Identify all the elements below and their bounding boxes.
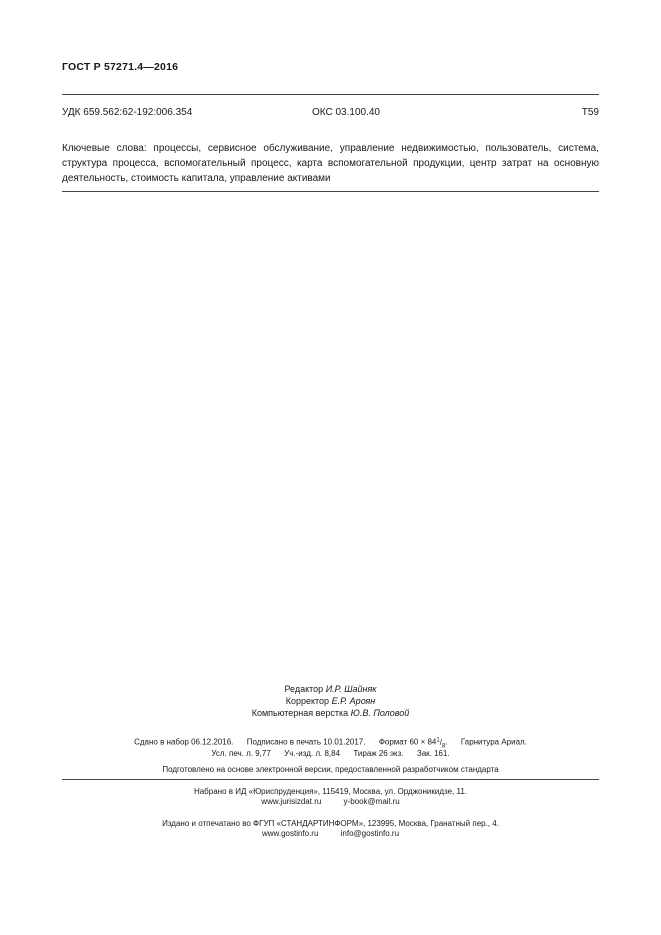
print-info-line-3: Подготовлено на основе электронной версии, предоставленной разработчиком стандарта bbox=[162, 765, 499, 774]
credits-block bbox=[0, 683, 661, 719]
format-fraction: $^1/_8$ bbox=[436, 737, 446, 750]
corrector-name: Е.Р. Ароян bbox=[331, 696, 376, 706]
publisher-divider bbox=[62, 779, 599, 780]
udk-code: УДК 659.562:62-192:006.354 bbox=[62, 107, 193, 118]
keywords-paragraph: Ключевые слова: процессы, сервисное обслуживание, управление недвижимостью, пользователь, система, структура процесса, вспомогательный процесс, карта вспомогательной продукции, центр затрат на основную деятельность, стоимость капитала, управление активами bbox=[62, 143, 599, 184]
typeset-line-2: www.jurisizdat.ru y-book@mail.ru bbox=[261, 797, 400, 806]
layout-name: Ю.В. Половой bbox=[350, 708, 410, 718]
editor-line: Редактор И.Р. Шайняк bbox=[284, 684, 377, 694]
oks-code: ОКС 03.100.40 bbox=[312, 107, 380, 118]
standard-number: ГОСТ Р 57271.4—2016 bbox=[62, 61, 179, 73]
print-info-line-2: Усл. печ. л. 9,77 Уч.-изд. л. 8,84 Тираж 26 экз. Зак. 161. bbox=[211, 749, 450, 758]
group-code: Т59 bbox=[581, 107, 599, 118]
published-line-2: www.gostinfo.ru info@gostinfo.ru bbox=[261, 829, 400, 838]
corrector-line: Корректор Е.Р. Ароян bbox=[285, 696, 376, 706]
editor-name: И.Р. Шайняк bbox=[325, 684, 377, 694]
typeset-line-1: Набрано в ИД «Юриспруденция», 115419, Москва, ул. Орджоникидзе, 11. bbox=[193, 787, 468, 796]
keywords-divider bbox=[62, 191, 599, 192]
top-divider bbox=[62, 94, 599, 95]
print-info-line-1: Сдано в набор 06.12.2016. Подписано в печать 10.01.2017. Формат $60 \times 84^1/_8$. Гарнитура Ариал. bbox=[134, 737, 527, 750]
layout-line: Компьютерная верстка Ю.В. Половой bbox=[251, 708, 410, 718]
published-line-1: Издано и отпечатано во ФГУП «СТАНДАРТИНФОРМ», 123995, Москва, Гранатный пер., 4. bbox=[162, 819, 499, 828]
